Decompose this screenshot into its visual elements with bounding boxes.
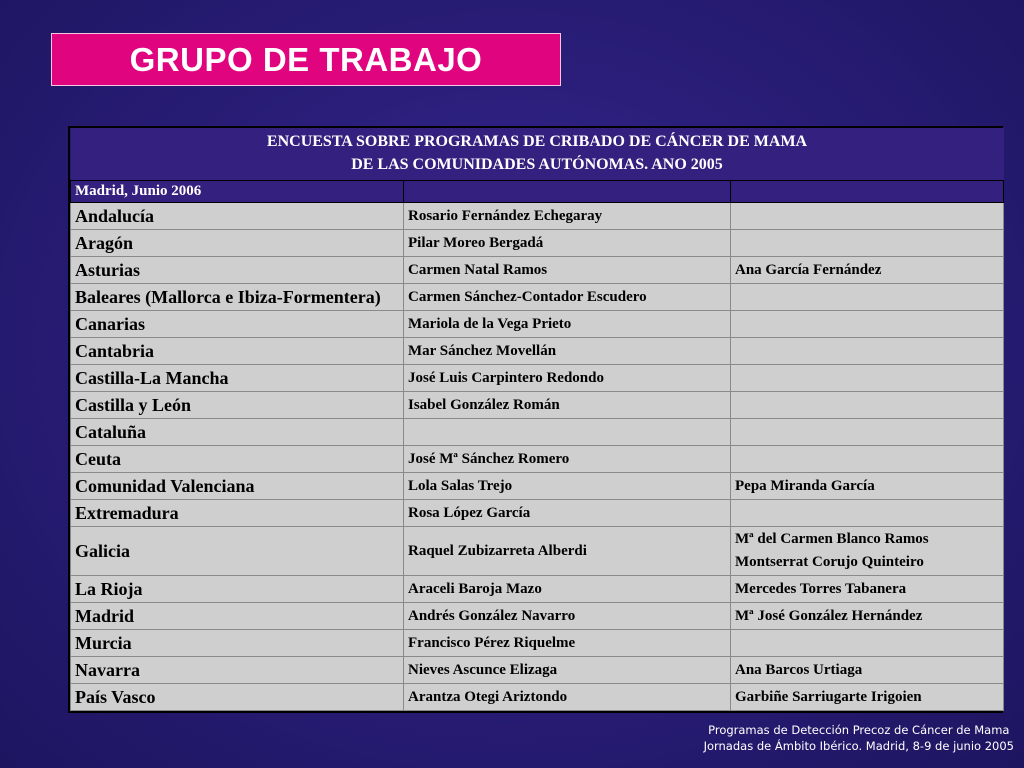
contact-secondary bbox=[731, 203, 1004, 230]
contact-secondary bbox=[731, 527, 1004, 576]
table-row bbox=[71, 657, 1004, 684]
region-cell: Extremadura bbox=[71, 500, 404, 527]
survey-date: Madrid, Junio 2006 bbox=[71, 181, 404, 203]
region-cell: Canarias bbox=[71, 311, 404, 338]
footer-line-1: Programas de Detección Precoz de Cáncer de Mama bbox=[708, 723, 1010, 737]
working-group-table bbox=[68, 126, 1003, 713]
region-cell: País Vasco bbox=[71, 684, 404, 711]
contact-primary bbox=[404, 419, 731, 446]
contact-primary: Carmen Sánchez-Contador Escudero bbox=[404, 284, 731, 311]
contact-primary: Lola Salas Trejo bbox=[404, 473, 731, 500]
region-cell: Castilla y León bbox=[71, 392, 404, 419]
table-row bbox=[71, 284, 1004, 311]
contact-primary: Raquel Zubizarreta Alberdi bbox=[404, 527, 731, 576]
table-row bbox=[71, 603, 1004, 630]
contact-secondary bbox=[731, 500, 1004, 527]
contact-primary: Nieves Ascunce Elizaga bbox=[404, 657, 731, 684]
footer-line-2: Jornadas de Ámbito Ibérico. Madrid, 8-9 de junio 2005 bbox=[703, 739, 1014, 753]
contact-secondary bbox=[731, 392, 1004, 419]
contact-secondary bbox=[731, 230, 1004, 257]
region-cell: Asturias bbox=[71, 257, 404, 284]
region-cell: Cataluña bbox=[71, 419, 404, 446]
contact-secondary bbox=[731, 311, 1004, 338]
region-cell: Madrid bbox=[71, 603, 404, 630]
contact-secondary bbox=[731, 284, 1004, 311]
region-cell: Comunidad Valenciana bbox=[71, 473, 404, 500]
survey-title-line-2: DE LAS COMUNIDADES AUTÓNOMAS. ANO 2005 bbox=[351, 156, 723, 173]
table-row bbox=[71, 576, 1004, 603]
contact-primary: Rosario Fernández Echegaray bbox=[404, 203, 731, 230]
contact-primary: Araceli Baroja Mazo bbox=[404, 576, 731, 603]
region-cell: Cantabria bbox=[71, 338, 404, 365]
region-cell: Navarra bbox=[71, 657, 404, 684]
table-row bbox=[71, 446, 1004, 473]
contact-primary: Arantza Otegi Ariztondo bbox=[404, 684, 731, 711]
contact-primary: Carmen Natal Ramos bbox=[404, 257, 731, 284]
contact-secondary: Mercedes Torres Tabanera bbox=[731, 576, 1004, 603]
contact-primary: Pilar Moreo Bergadá bbox=[404, 230, 731, 257]
table-row bbox=[71, 338, 1004, 365]
table-row bbox=[71, 630, 1004, 657]
title-banner bbox=[51, 33, 561, 86]
contact-secondary bbox=[731, 630, 1004, 657]
contact-secondary: Ana Barcos Urtiaga bbox=[731, 657, 1004, 684]
table-row bbox=[71, 473, 1004, 500]
contact-secondary: Garbiñe Sarriugarte Irigoien bbox=[731, 684, 1004, 711]
region-cell: Murcia bbox=[71, 630, 404, 657]
table-row bbox=[71, 365, 1004, 392]
contact-primary: Mariola de la Vega Prieto bbox=[404, 311, 731, 338]
contact-secondary-line-2: Montserrat Corujo Quinteiro bbox=[735, 554, 924, 570]
region-cell: Baleares (Mallorca e Ibiza-Formentera) bbox=[71, 284, 404, 311]
contact-secondary-line-1: Mª del Carmen Blanco Ramos bbox=[735, 531, 929, 547]
region-cell: Ceuta bbox=[71, 446, 404, 473]
table-row bbox=[71, 257, 1004, 284]
contact-secondary bbox=[731, 365, 1004, 392]
footer bbox=[704, 722, 1014, 754]
contact-primary: Isabel González Román bbox=[404, 392, 731, 419]
table bbox=[70, 128, 1004, 711]
table-row bbox=[71, 311, 1004, 338]
table-row bbox=[71, 419, 1004, 446]
region-cell: Andalucía bbox=[71, 203, 404, 230]
contact-primary: Rosa López García bbox=[404, 500, 731, 527]
page-title: GRUPO DE TRABAJO bbox=[129, 40, 483, 78]
table-row bbox=[71, 203, 1004, 230]
contact-secondary: Pepa Miranda García bbox=[731, 473, 1004, 500]
table-row bbox=[71, 527, 1004, 576]
contact-primary: Mar Sánchez Movellán bbox=[404, 338, 731, 365]
table-body bbox=[71, 203, 1004, 711]
contact-primary: Andrés González Navarro bbox=[404, 603, 731, 630]
empty-cell bbox=[731, 181, 1004, 203]
region-cell: La Rioja bbox=[71, 576, 404, 603]
contact-primary: Francisco Pérez Riquelme bbox=[404, 630, 731, 657]
contact-secondary bbox=[731, 446, 1004, 473]
table-row bbox=[71, 500, 1004, 527]
contact-primary: José Luis Carpintero Redondo bbox=[404, 365, 731, 392]
contact-primary: José Mª Sánchez Romero bbox=[404, 446, 731, 473]
table-row bbox=[71, 230, 1004, 257]
contact-secondary: Ana García Fernández bbox=[731, 257, 1004, 284]
region-cell: Galicia bbox=[71, 527, 404, 576]
contact-secondary bbox=[731, 338, 1004, 365]
empty-cell bbox=[404, 181, 731, 203]
survey-title bbox=[71, 128, 1004, 181]
region-cell: Castilla-La Mancha bbox=[71, 365, 404, 392]
table-row bbox=[71, 684, 1004, 711]
contact-secondary bbox=[731, 419, 1004, 446]
date-row bbox=[71, 181, 1004, 203]
table-header-row bbox=[71, 128, 1004, 181]
survey-title-line-1: ENCUESTA SOBRE PROGRAMAS DE CRIBADO DE CÁNCER DE MAMA bbox=[266, 133, 808, 150]
contact-secondary: Mª José González Hernández bbox=[731, 603, 1004, 630]
table-row bbox=[71, 392, 1004, 419]
region-cell: Aragón bbox=[71, 230, 404, 257]
